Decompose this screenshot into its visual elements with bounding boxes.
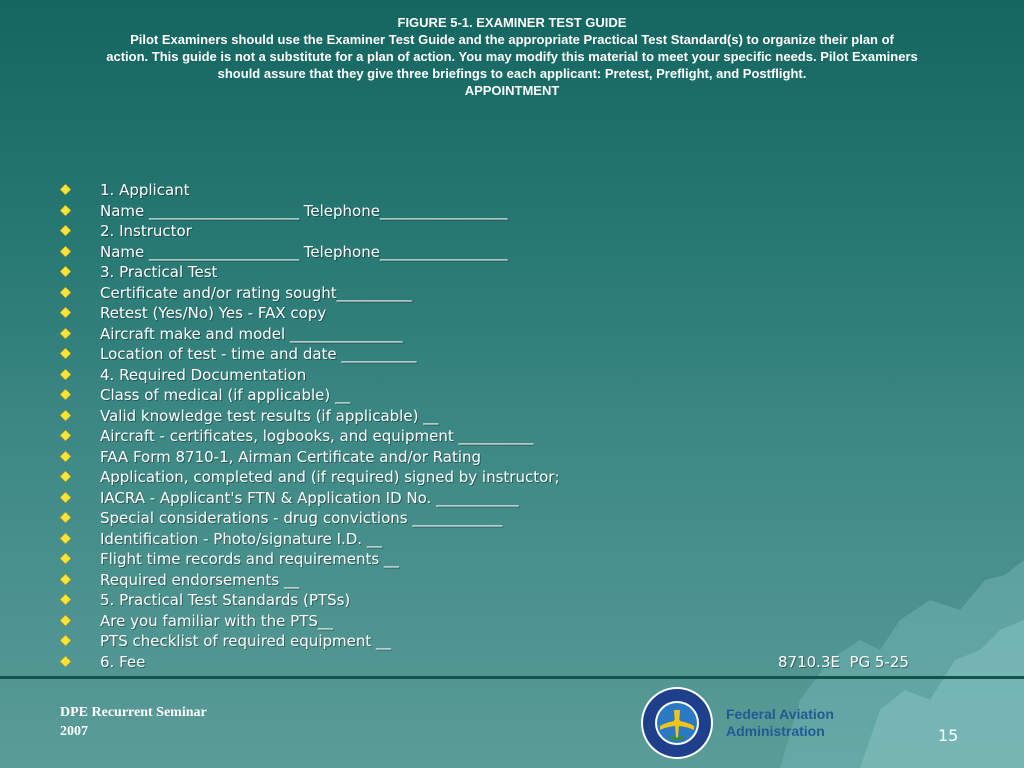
diamond-bullet-icon [61, 267, 71, 277]
list-item [62, 344, 962, 365]
diamond-bullet-icon [61, 328, 71, 338]
header-text-line: action. This guide is not a substitute for a plan of action. You may modify this material to meet your specific needs. Pilot Examiners [106, 49, 918, 64]
list-item [62, 324, 962, 345]
list-item-text: Application, completed and (if required) signed by instructor; [100, 468, 560, 486]
list-item-text: 3. Practical Test [100, 263, 218, 281]
diamond-bullet-icon [61, 492, 71, 502]
list-item [62, 221, 962, 242]
faa-seal-icon [640, 686, 714, 760]
header-text-line: should assure that they give three briefings to each applicant: Pretest, Preflight, and Postflight. [217, 66, 807, 81]
list-item [62, 652, 962, 673]
list-item-text: FAA Form 8710-1, Airman Certificate and/or Rating [100, 447, 482, 466]
diamond-bullet-icon [61, 513, 71, 523]
diamond-bullet-icon [61, 615, 71, 625]
list-item-text: 1. Applicant [100, 181, 190, 199]
page-reference: 8710.3E PG 5-25 [778, 652, 909, 671]
list-item [62, 508, 962, 529]
list-item-text: Identification - Photo/signature I.D. __ [100, 529, 382, 548]
diamond-bullet-icon [61, 636, 71, 646]
list-item [62, 303, 962, 324]
checklist [62, 180, 962, 672]
diamond-bullet-icon [61, 369, 71, 379]
list-item [62, 529, 962, 550]
seminar-name: DPE Recurrent Seminar [60, 705, 207, 720]
list-item [62, 201, 962, 222]
agency-name [726, 706, 834, 740]
list-item [62, 631, 962, 652]
list-item [62, 283, 962, 304]
diamond-bullet-icon [61, 308, 71, 318]
list-item-text: Class of medical (if applicable) __ [100, 386, 350, 404]
list-item-text: PTS checklist of required equipment __ [100, 632, 391, 650]
list-item-text: 2. Instructor [100, 222, 192, 240]
list-item-text: Flight time records and requirements __ [100, 550, 399, 568]
diamond-bullet-icon [61, 287, 71, 297]
list-item [62, 426, 962, 447]
seminar-label [60, 703, 207, 741]
list-item-text: Name ____________________ Telephone_________________ [100, 242, 508, 261]
list-item [62, 242, 962, 263]
diamond-bullet-icon [61, 390, 71, 400]
list-item [62, 262, 962, 283]
list-item [62, 180, 962, 201]
header-text-line: Pilot Examiners should use the Examiner Test Guide and the appropriate Practical Test Standard(s) to organize their plan of [130, 32, 894, 47]
list-item-text: Location of test - time and date __________ [100, 345, 417, 363]
diamond-bullet-icon [61, 185, 71, 195]
diamond-bullet-icon [61, 226, 71, 236]
list-item [62, 385, 962, 406]
diamond-bullet-icon [61, 205, 71, 215]
section-title: APPOINTMENT [464, 83, 560, 98]
list-item-text: Special considerations - drug convictions ____________ [100, 509, 503, 527]
list-item [62, 365, 962, 386]
footer-divider [0, 676, 1024, 679]
diamond-bullet-icon [61, 574, 71, 584]
list-item [62, 488, 962, 509]
list-item-text: Required endorsements __ [100, 570, 299, 589]
diamond-bullet-icon [61, 246, 71, 256]
list-item-text: IACRA - Applicant's FTN & Application ID No. ___________ [100, 488, 519, 507]
diamond-bullet-icon [61, 554, 71, 564]
diamond-bullet-icon [61, 472, 71, 482]
agency-name-line: Federal Aviation [726, 706, 834, 722]
list-item [62, 467, 962, 488]
list-item [62, 406, 962, 427]
list-item [62, 590, 962, 611]
list-item [62, 611, 962, 632]
diamond-bullet-icon [61, 451, 71, 461]
diamond-bullet-icon [61, 410, 71, 420]
list-item-text: Retest (Yes/No) Yes - FAX copy [100, 304, 327, 322]
list-item-text: 6. Fee [100, 652, 146, 671]
slide-header [40, 14, 984, 99]
diamond-bullet-icon [61, 656, 71, 666]
diamond-bullet-icon [61, 533, 71, 543]
list-item [62, 570, 962, 591]
slide-number: 15 [938, 726, 959, 745]
list-item [62, 549, 962, 570]
list-item-text: 5. Practical Test Standards (PTSs) [100, 591, 351, 609]
list-item-text: Aircraft make and model _______________ [100, 324, 403, 343]
list-item-text: Certificate and/or rating sought__________ [100, 283, 412, 302]
list-item-text: Name ____________________ Telephone_________________ [100, 201, 508, 220]
list-item-text: Aircraft - certificates, logbooks, and equipment __________ [100, 427, 534, 445]
list-item-text: 4. Required Documentation [100, 365, 307, 384]
figure-title: FIGURE 5-1. EXAMINER TEST GUIDE [397, 15, 627, 30]
list-item-text: Valid knowledge test results (if applicable) __ [100, 406, 439, 425]
seminar-year: 2007 [60, 724, 88, 739]
diamond-bullet-icon [61, 431, 71, 441]
agency-name-line: Administration [726, 723, 825, 739]
diamond-bullet-icon [61, 595, 71, 605]
list-item-text: Are you familiar with the PTS__ [100, 611, 333, 630]
list-item [62, 447, 962, 468]
diamond-bullet-icon [61, 349, 71, 359]
